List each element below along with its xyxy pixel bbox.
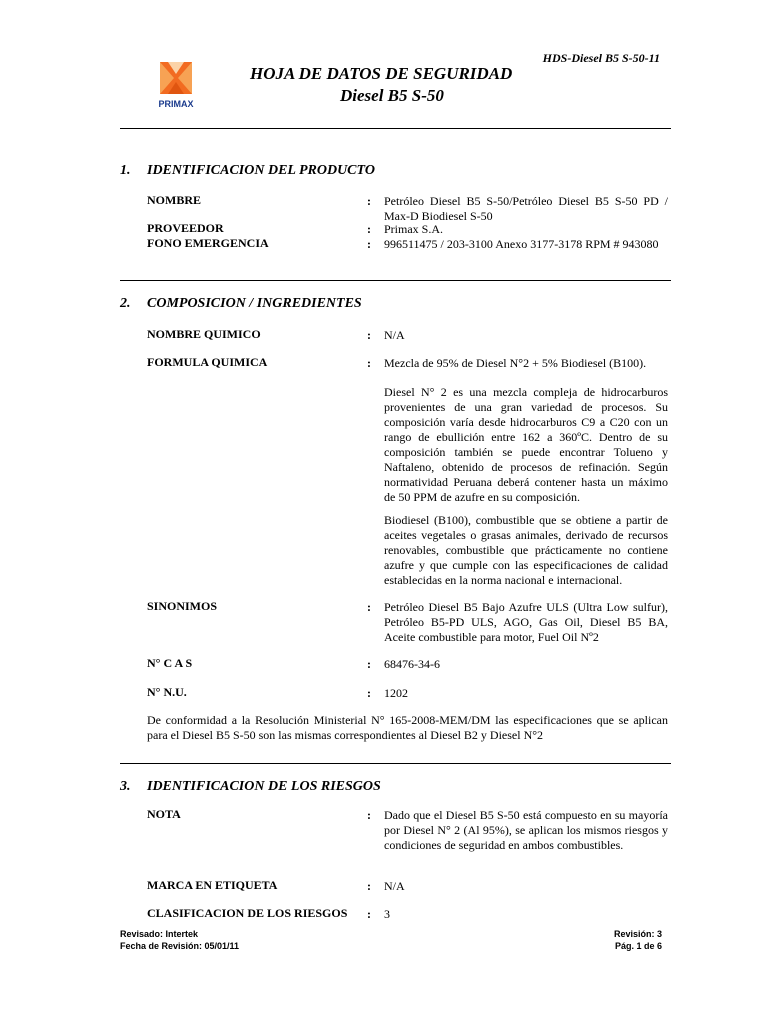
field-label: PROVEEDOR <box>147 221 224 235</box>
field-label: FONO EMERGENCIA <box>147 236 269 250</box>
section-title: COMPOSICION / INGREDIENTES <box>147 296 362 311</box>
section-number: 3. <box>120 779 131 794</box>
section-number: 2. <box>120 296 131 311</box>
field-label: NOMBRE QUIMICO <box>147 327 261 341</box>
field-value: Petróleo Diesel B5 Bajo Azufre ULS (Ultra Low sulfur), Petróleo B5-PD ULS, AGO, Gas Oil, Diesel B5 BA, Aceite combustible para motor, Fuel Oil Nº2 <box>384 600 668 644</box>
field-value: N/A <box>384 328 405 342</box>
field-label: N° C A S <box>147 656 193 670</box>
footer-page-number: Pág. 1 de 6 <box>614 941 662 951</box>
section-3-heading <box>120 779 381 795</box>
field-colon: : <box>367 600 371 614</box>
field-value: Mezcla de 95% de Diesel N°2 + 5% Biodiesel (B100). <box>384 356 647 370</box>
primax-logo <box>150 60 200 112</box>
field-colon: : <box>367 237 371 251</box>
field-label: SINONIMOS <box>147 599 218 613</box>
primax-logo-icon <box>150 60 200 112</box>
section-title: IDENTIFICACION DE LOS RIESGOS <box>147 779 381 794</box>
field-colon: : <box>367 808 371 822</box>
document-code: HDS-Diesel B5 S-50-11 <box>542 51 660 65</box>
field-colon: : <box>367 686 371 700</box>
document-subtitle: Diesel B5 S-50 <box>340 86 444 105</box>
field-colon: : <box>367 194 371 208</box>
field-colon: : <box>367 328 371 342</box>
regulation-note: De conformidad a la Resolución Ministerial N° 165-2008-MEM/DM las especificaciones que se aplican para el Diesel B5 S-50 son las mismas correspondientes al Diesel B2 y Diesel N°2 <box>147 713 668 742</box>
section-divider <box>120 763 671 764</box>
field-colon: : <box>367 222 371 236</box>
field-label: N° N.U. <box>147 685 187 699</box>
footer-revised-by: Revisado: Intertek <box>120 929 199 939</box>
field-colon: : <box>367 907 371 921</box>
diesel-description: Diesel N° 2 es una mezcla compleja de hidrocarburos provenientes de una gran variedad de procesos. Su composición varía desde hidrocarburos C9 a C20 con un rango de ebullición entre 162 a 360ºC. Dentro de su composición también se puede encontrar Tolueno y Naftaleno, obtenido de procesos de refinación. Según normatividad Peruana deberá contener hasta un máximo de 50 PPM de azufre en su composición. <box>384 385 668 504</box>
footer-revision: Revisión: 3 <box>613 929 662 939</box>
field-value: Dado que el Diesel B5 S-50 está compuesto en su mayoría por Diesel N° 2 (Al 95%), se aplican los mismos riesgos y condiciones de seguridad en ambos combustibles. <box>384 808 668 852</box>
field-value: N/A <box>384 879 405 893</box>
field-value: Primax S.A. <box>384 222 444 236</box>
field-label: NOTA <box>147 807 181 821</box>
header-divider <box>120 128 671 129</box>
section-number: 1. <box>120 163 131 178</box>
document-title: HOJA DE DATOS DE SEGURIDAD <box>250 64 513 83</box>
field-label: FORMULA QUIMICA <box>147 355 268 369</box>
field-label: NOMBRE <box>147 193 201 207</box>
field-colon: : <box>367 657 371 671</box>
field-value: 996511475 / 203-3100 Anexo 3177-3178 RPM # 943080 <box>384 237 659 251</box>
section-title: IDENTIFICACION DEL PRODUCTO <box>147 163 375 178</box>
field-label: MARCA EN ETIQUETA <box>147 878 278 892</box>
field-colon: : <box>367 356 371 370</box>
section-1-heading <box>120 163 375 179</box>
field-colon: : <box>367 879 371 893</box>
section-divider <box>120 280 671 281</box>
field-label: CLASIFICACION DE LOS RIESGOS <box>147 906 348 920</box>
logo-text: PRIMAX <box>158 99 194 109</box>
field-value: Petróleo Diesel B5 S-50/Petróleo Diesel B5 S-50 PD / Max-D Biodiesel S-50 <box>384 194 668 223</box>
field-value: 3 <box>384 907 390 921</box>
biodiesel-description: Biodiesel (B100), combustible que se obtiene a partir de aceites vegetales o grasas animales, derivado de recursos renovables, combustible que prácticamente no contiene azufre y que cumple con las especificaciones de calidad establecidas en la norma nacional e internacional. <box>384 513 668 587</box>
footer-revision-date: Fecha de Revisión: 05/01/11 <box>120 941 240 951</box>
field-value: 1202 <box>384 686 408 700</box>
section-2-heading <box>120 296 362 312</box>
field-value: 68476-34-6 <box>384 657 440 671</box>
